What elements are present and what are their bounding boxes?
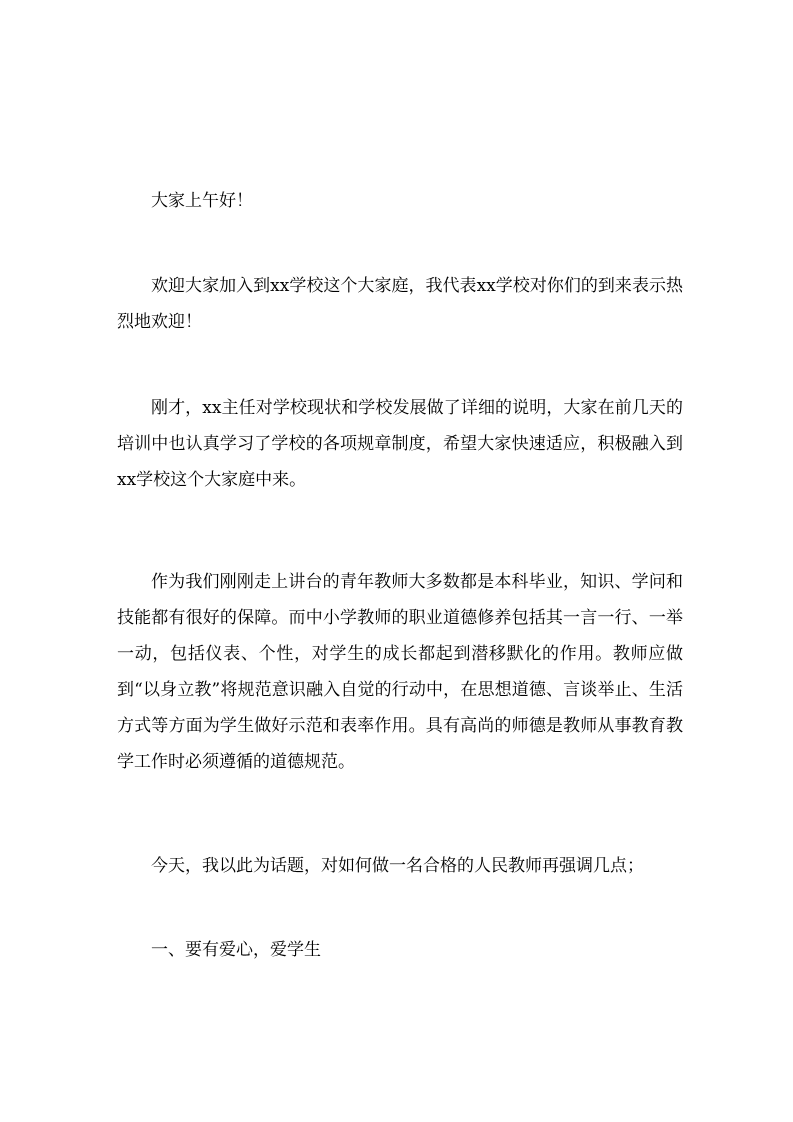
ethics-paragraph: 作为我们刚刚走上讲台的青年教师大多数都是本科毕业，知识、学问和技能都有很好的保障。而中小学教师的职业道德修养包括其一言一行、一举一动，包括仪表、个性，对学生的成长都起到潜移默化的作用。教师应做到“以身立教”将规范意识融入自觉的行动中，在思想道德、言谈举止、生活方式等方面为学生做好示范和表率作用。具有高尚的师德是教师从事教育教学工作时必须遵循的道德规范。 <box>117 572 683 772</box>
introduction-paragraph: 刚才，xx主任对学校现状和学校发展做了详细的说明，大家在前几天的培训中也认真学习了学校的各项规章制度，希望大家快速适应，积极融入到xx学校这个大家庭中来。 <box>117 398 683 490</box>
topic-paragraph: 今天，我以此为话题，对如何做一名合格的人民教师再强调几点； <box>151 856 644 876</box>
greeting-paragraph: 大家上午好！ <box>151 191 253 211</box>
welcome-paragraph: 欢迎大家加入到xx学校这个大家庭，我代表xx学校对你们的到来表示热烈地欢迎！ <box>117 276 683 332</box>
section-heading: 一、要有爱心，爱学生 <box>151 940 321 960</box>
